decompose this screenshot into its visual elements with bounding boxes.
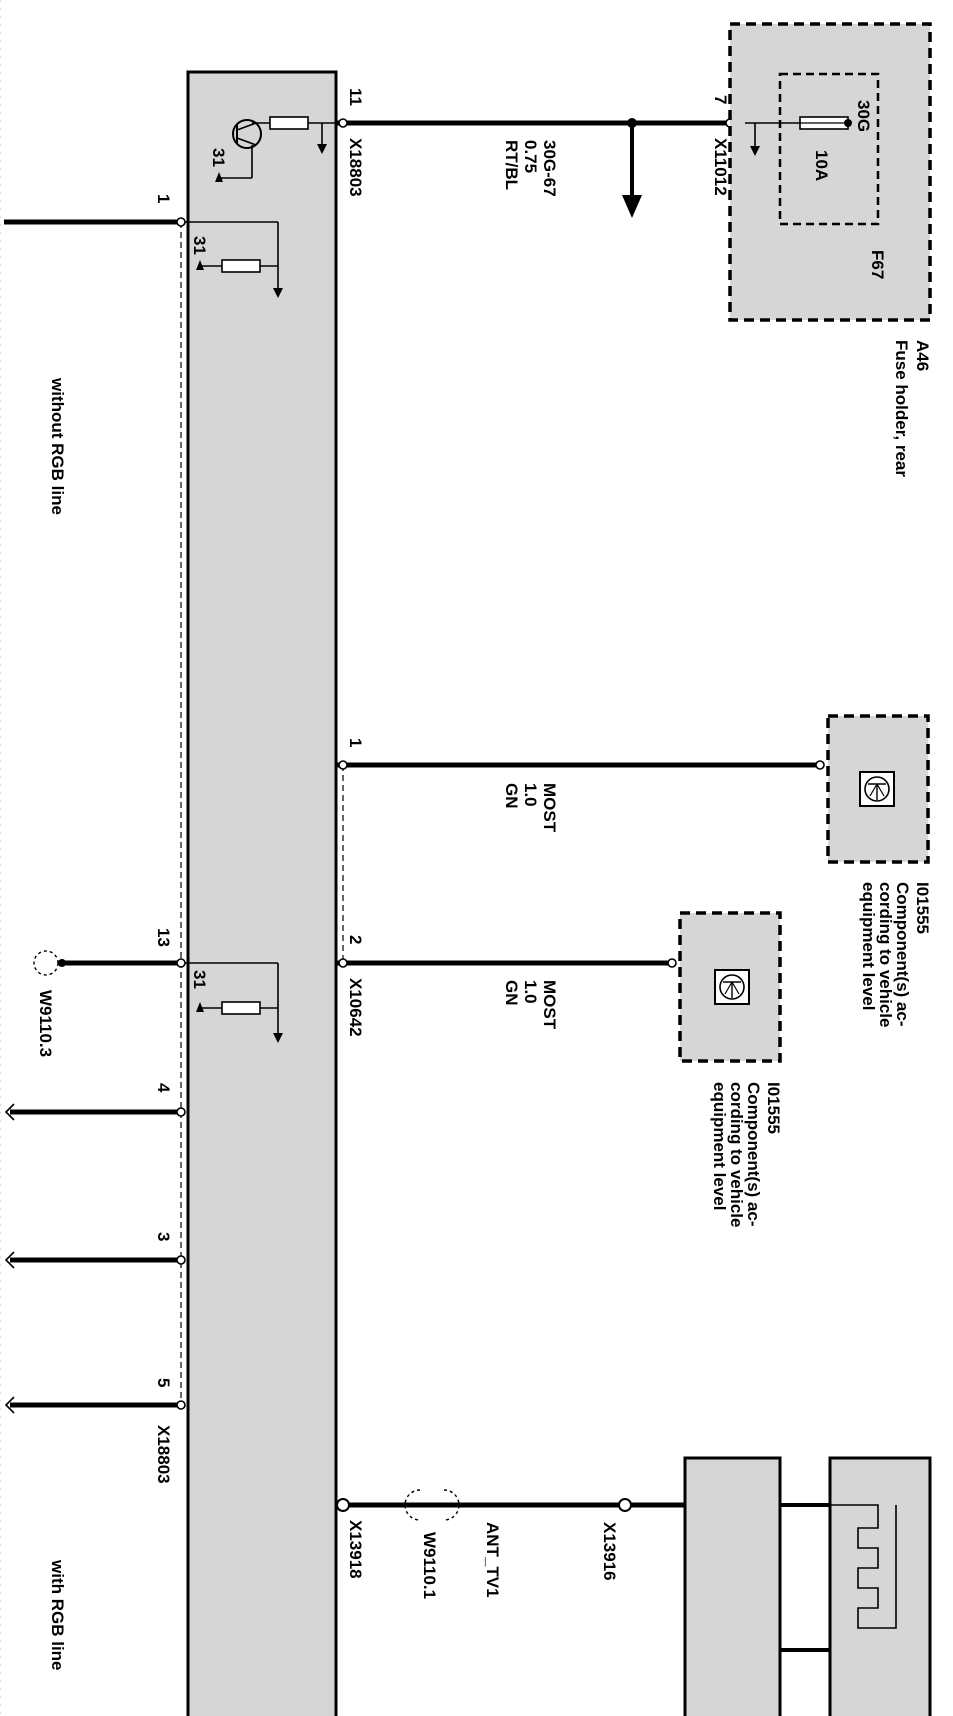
fuse-id: F67 <box>868 250 887 280</box>
pin-1-right: 1 <box>346 738 365 748</box>
fuse-holder-name: Fuse holder, rear <box>892 340 911 477</box>
wire-most-1-cross-section: 1.0 <box>521 783 540 807</box>
wire-most-2-color: GN <box>502 980 521 1006</box>
wire-most-1-signal: MOST <box>540 783 559 833</box>
pin-11: 11 <box>346 88 365 106</box>
component-2-icon <box>715 970 749 1004</box>
antenna-block <box>830 1458 930 1716</box>
wire-most-2-cross-section: 1.0 <box>521 980 540 1004</box>
connector-x11012: X11012 <box>711 138 730 196</box>
note-without-rgb: without RGB line <box>48 378 67 515</box>
pin-2: 2 <box>346 935 365 945</box>
component-1-id: I01555 <box>913 882 932 934</box>
component-1-desc-3: equipment level <box>859 882 878 1011</box>
component-1-desc-2: cording to vehicle <box>876 882 895 1028</box>
connector-x13918: X13918 <box>346 1520 365 1579</box>
antenna-signal: ANT_TV1 <box>483 1522 502 1598</box>
wire-power-signal: 30G-67 <box>540 140 559 197</box>
ground-label-3: 31 <box>190 970 209 989</box>
splice-w9110-3-label: W9110.3 <box>36 990 55 1058</box>
component-2-id: I01555 <box>764 1082 783 1134</box>
component-1-icon <box>860 772 894 806</box>
ground-label-1: 31 <box>209 148 228 167</box>
connector-x10642: X10642 <box>346 978 365 1037</box>
component-2-desc-1: Component(s) ac- <box>744 1082 763 1227</box>
pin-3: 3 <box>154 1232 173 1242</box>
component-2-desc-3: equipment level <box>710 1082 729 1211</box>
fuse-rating: 10A <box>812 150 831 182</box>
wire-most-2-signal: MOST <box>540 980 559 1030</box>
connector-x18803-top: X18803 <box>346 138 365 197</box>
wire-most-1-color: GN <box>502 783 521 809</box>
pin-13: 13 <box>154 928 173 947</box>
connector-x13916: X13916 <box>600 1522 619 1581</box>
antenna-amplifier-block <box>685 1458 780 1716</box>
fuse-terminal: 30G <box>854 100 873 133</box>
pin-5: 5 <box>154 1378 173 1388</box>
ground-label-2: 31 <box>190 236 209 255</box>
main-module <box>188 72 336 1716</box>
connector-x18803-bottom: X18803 <box>154 1425 173 1484</box>
connector-x13916-symbol <box>619 1499 631 1511</box>
connector-x13918-symbol <box>337 1499 349 1511</box>
pin-4: 4 <box>154 1083 173 1093</box>
component-1-desc-1: Component(s) ac- <box>893 882 912 1027</box>
fuse-holder-id: A46 <box>913 340 932 372</box>
splice-w9110-3 <box>34 951 58 975</box>
fuse-pin-7: 7 <box>711 95 730 105</box>
component-2-desc-2: cording to vehicle <box>727 1082 746 1228</box>
note-with-rgb: with RGB line <box>48 1560 67 1671</box>
pin-1-left: 1 <box>154 194 173 204</box>
wire-power-cross-section: 0.75 <box>521 140 540 174</box>
wire-power-color: RT/BL <box>502 140 521 191</box>
splice-w9110-1-label: W9110.1 <box>420 1532 439 1600</box>
